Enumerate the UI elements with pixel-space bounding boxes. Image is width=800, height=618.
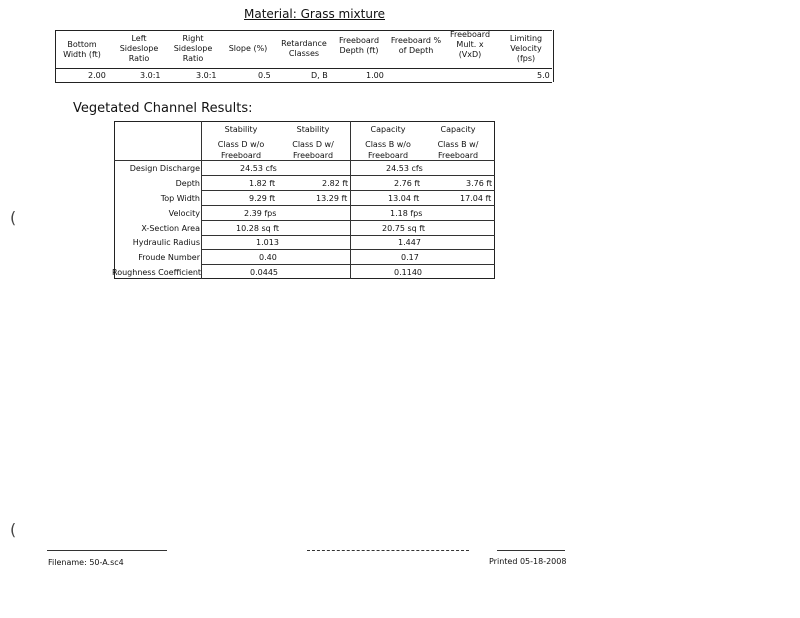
col-header-capacity-1-sub: Class B w/o Freeboard <box>365 140 411 160</box>
row-label-top-width: Top Width <box>160 194 200 203</box>
cell-capacity-1: 1.447 <box>398 238 421 247</box>
cell-stability-1: 9.29 ft <box>249 194 276 203</box>
header-slope: Slope (%) <box>228 44 268 53</box>
col-header-capacity-2: Capacity <box>440 125 476 134</box>
cell-stability-2: 13.29 ft <box>316 194 348 203</box>
grid-row-divider <box>201 175 495 176</box>
header-right-sideslope: Right Sideslope Ratio <box>173 34 213 63</box>
cell-capacity-2: 17.04 ft <box>460 194 492 203</box>
col-header-stability-2-sub: Class D w/ Freeboard <box>292 140 334 160</box>
header-retardance: Retardance Classes <box>281 39 327 58</box>
cell-stability-1: 1.82 ft <box>249 179 276 188</box>
binder-hole-mark: ( <box>10 208 17 227</box>
header-freeboard-depth: Freeboard Depth (ft) <box>338 36 380 55</box>
header-freeboard-mult: Freeboard Mult. x (VxD) <box>449 30 491 59</box>
cell-stability-1: 0.40 <box>259 253 277 262</box>
row-label-froude-number: Froude Number <box>138 253 200 262</box>
cell-stability-1: 24.53 cfs <box>240 164 277 173</box>
binder-hole-mark: ( <box>10 520 17 539</box>
header-limiting-velocity: Limiting Velocity (fps) <box>509 34 543 63</box>
cell-capacity-2: 3.76 ft <box>466 179 493 188</box>
value-freeboard-depth: 1.00 <box>366 71 384 80</box>
col-header-capacity-1: Capacity <box>370 125 406 134</box>
grid-row-divider <box>201 249 495 250</box>
cell-stability-1: 2.39 fps <box>244 209 277 218</box>
cell-capacity-1: 24.53 cfs <box>386 164 423 173</box>
grid-divider-stability-capacity <box>350 121 351 279</box>
row-label-design-discharge: Design Discharge <box>129 164 200 173</box>
value-right-sideslope: 3.0:1 <box>196 71 217 80</box>
cell-stability-1: 1.013 <box>256 238 279 247</box>
material-table-header-divider <box>55 68 552 69</box>
cell-stability-2: 2.82 ft <box>322 179 349 188</box>
footer-rule-left <box>47 550 167 551</box>
cell-capacity-1: 20.75 sq ft <box>382 224 426 233</box>
header-left-sideslope: Left Sideslope Ratio <box>119 34 159 63</box>
value-retardance: D, B <box>311 71 328 80</box>
grid-row-divider <box>201 190 495 191</box>
row-label-velocity: Velocity <box>168 209 200 218</box>
cell-capacity-1: 13.04 ft <box>388 194 420 203</box>
material-title: Material: Grass mixture <box>244 7 385 21</box>
value-slope: 0.5 <box>258 71 271 80</box>
value-bottom-width: 2.00 <box>88 71 106 80</box>
value-limiting-velocity: 5.0 <box>537 71 550 80</box>
col-header-stability-1-sub: Class D w/o Freeboard <box>217 140 265 160</box>
cell-stability-1: 10.28 sq ft <box>236 224 280 233</box>
col-header-stability-1: Stability <box>224 125 258 134</box>
footer-filename: Filename: 50-A.sc4 <box>48 558 124 567</box>
results-heading: Vegetated Channel Results: <box>73 101 253 116</box>
grid-row-divider <box>201 205 495 206</box>
material-table-bottom-border <box>55 82 552 83</box>
footer-printed-date: Printed 05-18-2008 <box>489 557 567 566</box>
grid-row-divider <box>201 235 495 236</box>
value-left-sideslope: 3.0:1 <box>140 71 161 80</box>
cell-stability-1: 0.0445 <box>250 268 278 277</box>
footer-rule-center <box>307 550 469 551</box>
footer-rule-right <box>497 550 565 551</box>
row-label-xsection-area: X-Section Area <box>141 224 200 233</box>
grid-row-divider <box>201 264 495 265</box>
cell-capacity-1: 2.76 ft <box>394 179 421 188</box>
col-header-stability-2: Stability <box>296 125 330 134</box>
cell-capacity-1: 0.17 <box>401 253 419 262</box>
cell-capacity-1: 0.1140 <box>394 268 422 277</box>
row-label-roughness-coefficient: Roughness Coefficient <box>112 268 202 277</box>
header-bottom-width: Bottom Width (ft) <box>63 40 101 59</box>
row-label-depth: Depth <box>175 179 200 188</box>
col-header-capacity-2-sub: Class B w/ Freeboard <box>437 140 479 160</box>
cell-capacity-1: 1.18 fps <box>390 209 423 218</box>
grid-divider-labels <box>201 121 202 279</box>
header-freeboard-pct: Freeboard % of Depth <box>390 36 442 55</box>
grid-row-divider <box>201 220 495 221</box>
row-label-hydraulic-radius: Hydraulic Radius <box>132 238 200 247</box>
